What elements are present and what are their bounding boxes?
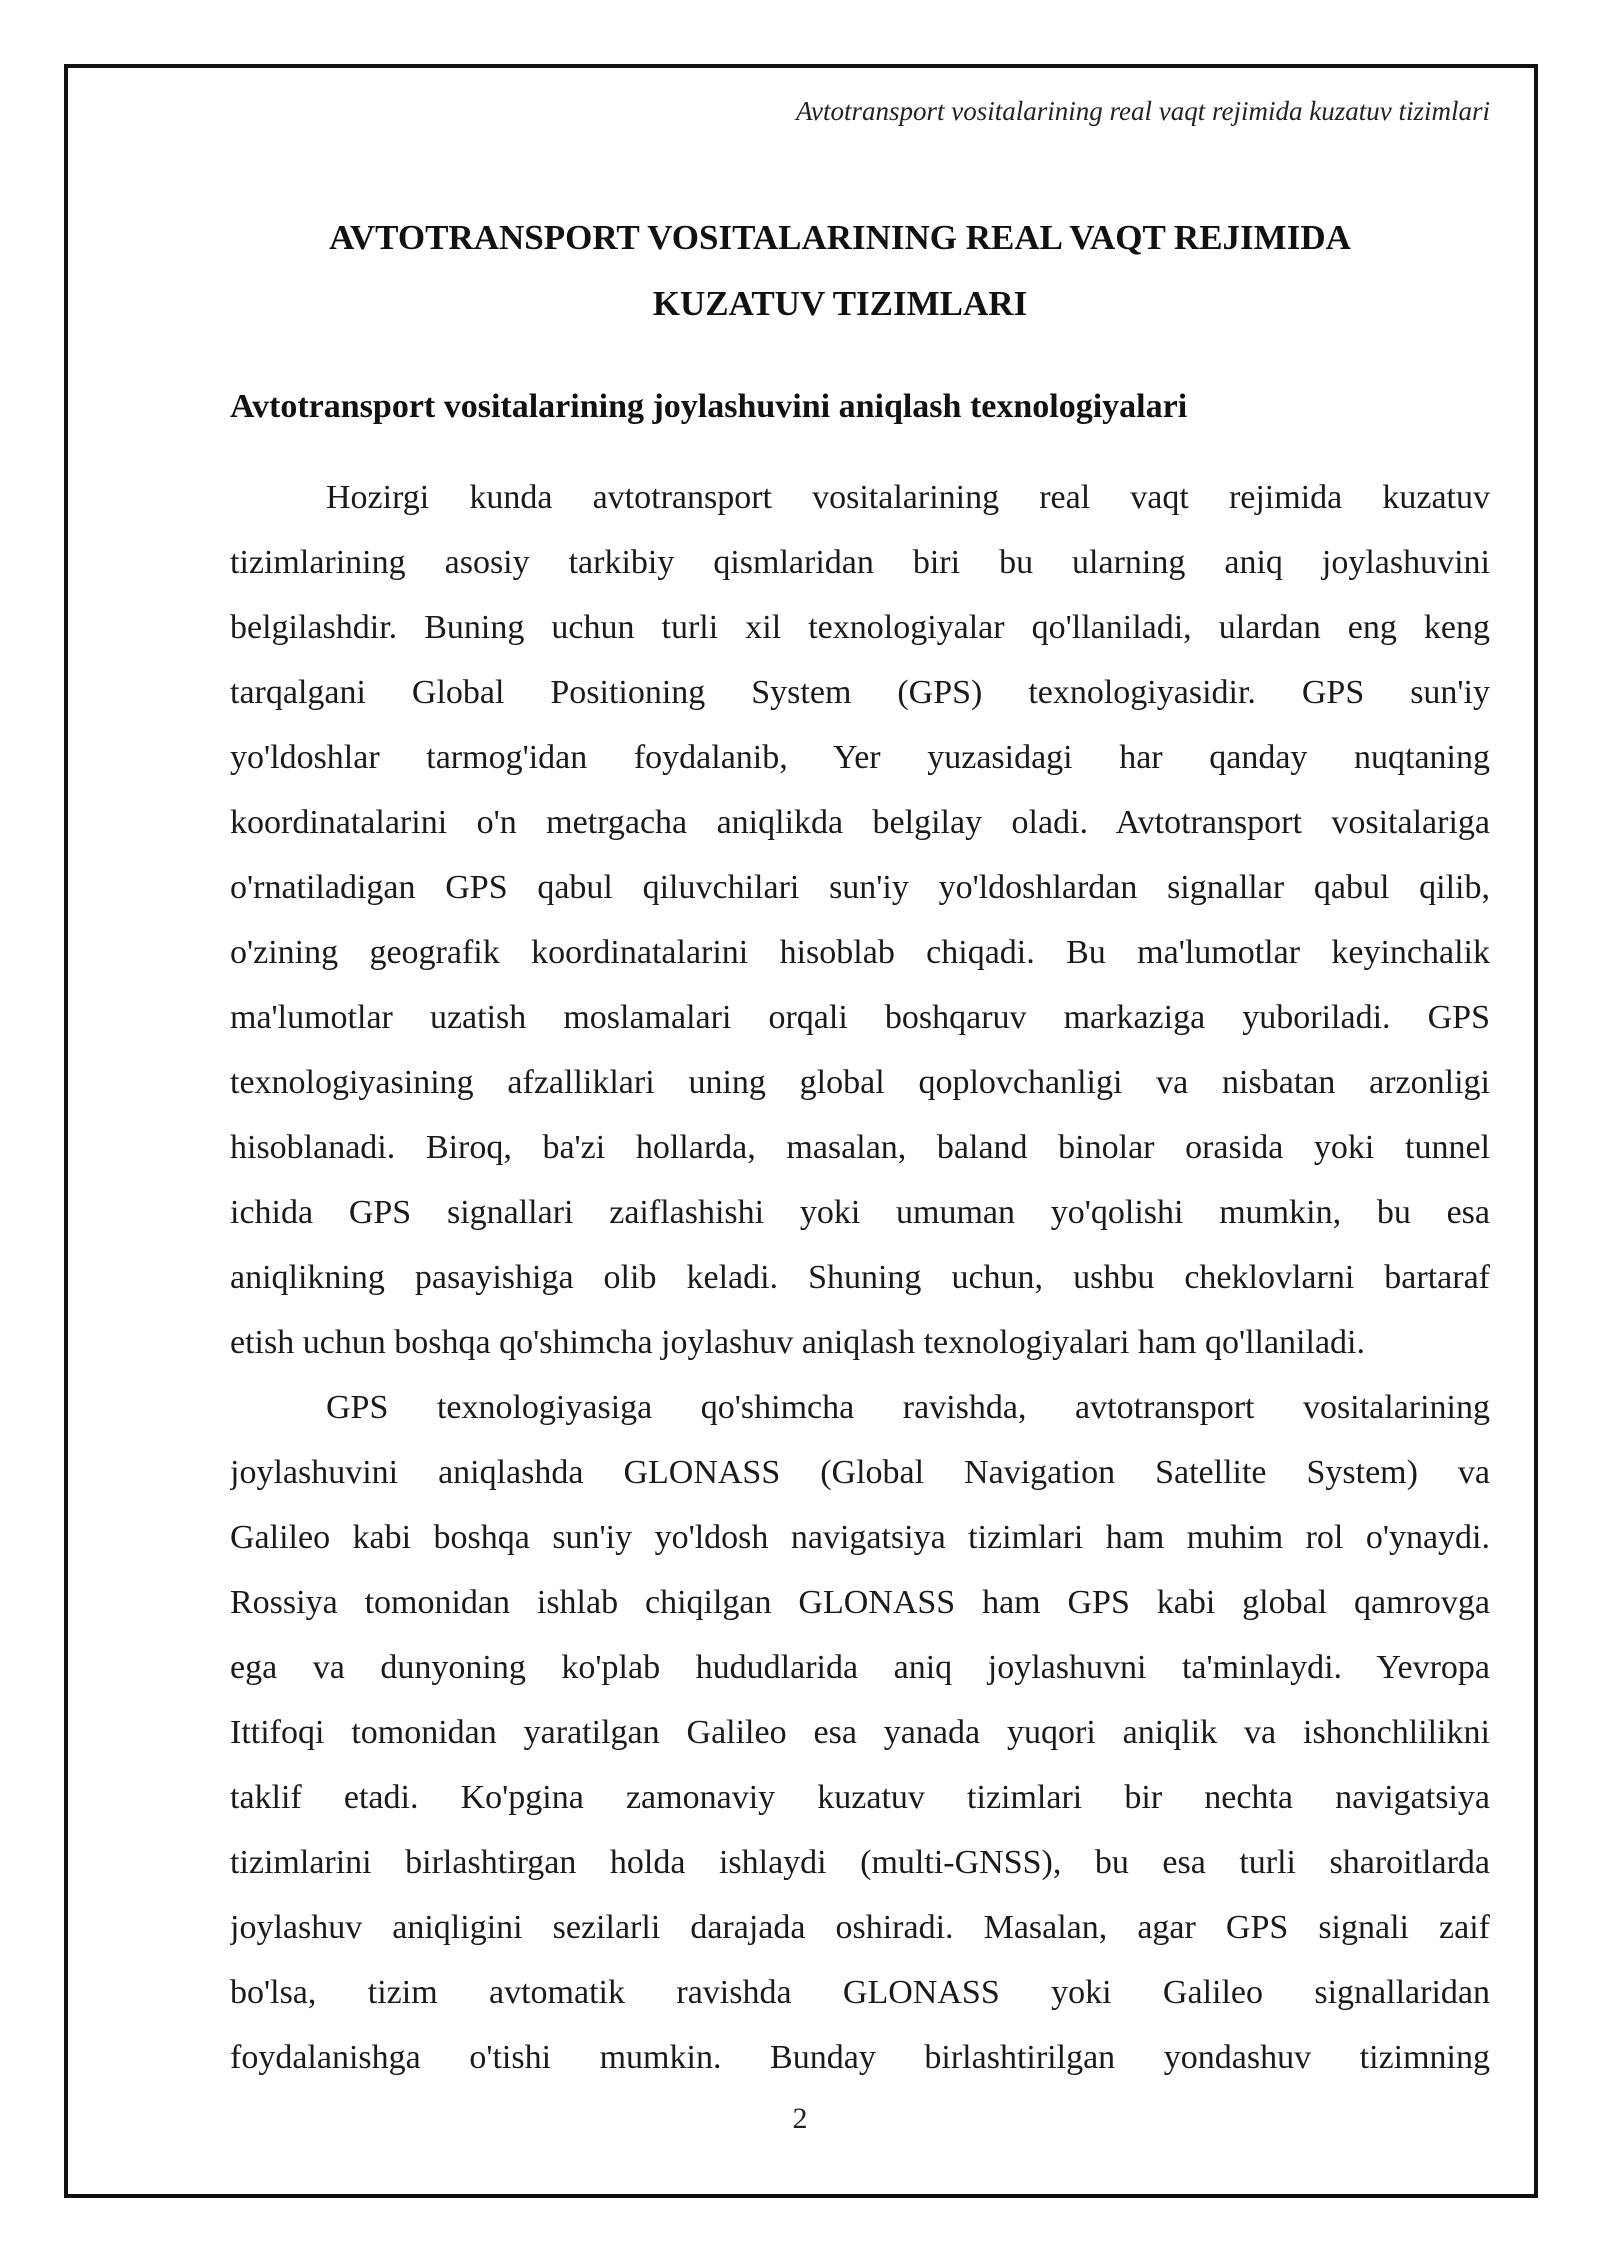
text-line: taklif etadi. Ko'pgina zamonaviy kuzatuv tizimlari bir nechta navigatsiya xyxy=(230,1779,1490,1816)
text-line: koordinatalarini o'n metrgacha aniqlikda belgilay oladi. Avtotransport vositalariga xyxy=(230,804,1490,841)
paragraph-2 xyxy=(230,1375,1490,2090)
running-header: Avtotransport vositalarining real vaqt rejimida kuzatuv tizimlari xyxy=(796,96,1490,126)
section-heading: Avtotransport vositalarining joylashuvini aniqlash texnologiyalari xyxy=(230,388,1188,425)
page-number: 2 xyxy=(792,2102,808,2135)
body-text xyxy=(230,465,1490,2090)
text-line: hisoblanadi. Biroq, ba'zi hollarda, masalan, baland binolar orasida yoki tunnel xyxy=(230,1129,1490,1166)
text-line: o'rnatiladigan GPS qabul qiluvchilari sun'iy yo'ldoshlardan signallar qabul qilib, xyxy=(230,869,1490,906)
text-line: joylashuv aniqligini sezilarli darajada oshiradi. Masalan, agar GPS signali zaif xyxy=(230,1909,1490,1946)
text-line: foydalanishga o'tishi mumkin. Bunday birlashtirilgan yondashuv tizimning xyxy=(230,2039,1490,2076)
text-line: aniqlikning pasayishiga olib keladi. Shuning uchun, ushbu cheklovlarni bartaraf xyxy=(230,1259,1490,1296)
text-line: joylashuvini aniqlashda GLONASS (Global Navigation Satellite System) va xyxy=(230,1454,1490,1491)
text-line: tizimlarini birlashtirgan holda ishlaydi (multi-GNSS), bu esa turli sharoitlarda xyxy=(230,1844,1490,1881)
text-line: Rossiya tomonidan ishlab chiqilgan GLONASS ham GPS kabi global qamrovga xyxy=(230,1584,1490,1621)
text-line: etish uchun boshqa qo'shimcha joylashuv aniqlash texnologiyalari ham qo'llaniladi. xyxy=(230,1324,1365,1361)
document-title xyxy=(230,205,1450,337)
text-line: Hozirgi kunda avtotransport vositalarining real vaqt rejimida kuzatuv xyxy=(326,479,1490,516)
text-line: ma'lumotlar uzatish moslamalari orqali boshqaruv markaziga yuboriladi. GPS xyxy=(230,999,1490,1036)
paragraph-1 xyxy=(230,465,1490,1375)
text-line: o'zining geografik koordinatalarini hisoblab chiqadi. Bu ma'lumotlar keyinchalik xyxy=(230,934,1490,971)
title-line-2: KUZATUV TIZIMLARI xyxy=(652,284,1028,323)
text-line: ega va dunyoning ko'plab hududlarida aniq joylashuvni ta'minlaydi. Yevropa xyxy=(230,1649,1490,1686)
text-line: GPS texnologiyasiga qo'shimcha ravishda, avtotransport vositalarining xyxy=(326,1389,1490,1426)
text-line: tarqalgani Global Positioning System (GPS) texnologiyasidir. GPS sun'iy xyxy=(230,674,1490,711)
text-line: belgilashdir. Buning uchun turli xil texnologiyalar qo'llaniladi, ulardan eng keng xyxy=(230,609,1490,646)
text-line: Galileo kabi boshqa sun'iy yo'ldosh navigatsiya tizimlari ham muhim rol o'ynaydi. xyxy=(230,1519,1490,1556)
text-line: ichida GPS signallari zaiflashishi yoki umuman yo'qolishi mumkin, bu esa xyxy=(230,1194,1490,1231)
text-line: tizimlarining asosiy tarkibiy qismlaridan biri bu ularning aniq joylashuvini xyxy=(230,544,1490,581)
text-line: texnologiyasining afzalliklari uning global qoplovchanligi va nisbatan arzonligi xyxy=(230,1064,1490,1101)
text-line: Ittifoqi tomonidan yaratilgan Galileo esa yanada yuqori aniqlik va ishonchlilikni xyxy=(230,1714,1490,1751)
text-line: bo'lsa, tizim avtomatik ravishda GLONASS yoki Galileo signallaridan xyxy=(230,1974,1490,2011)
text-line: yo'ldoshlar tarmog'idan foydalanib, Yer yuzasidagi har qanday nuqtaning xyxy=(230,739,1490,776)
title-line-1: AVTOTRANSPORT VOSITALARINING REAL VAQT REJIMIDA xyxy=(329,218,1351,257)
